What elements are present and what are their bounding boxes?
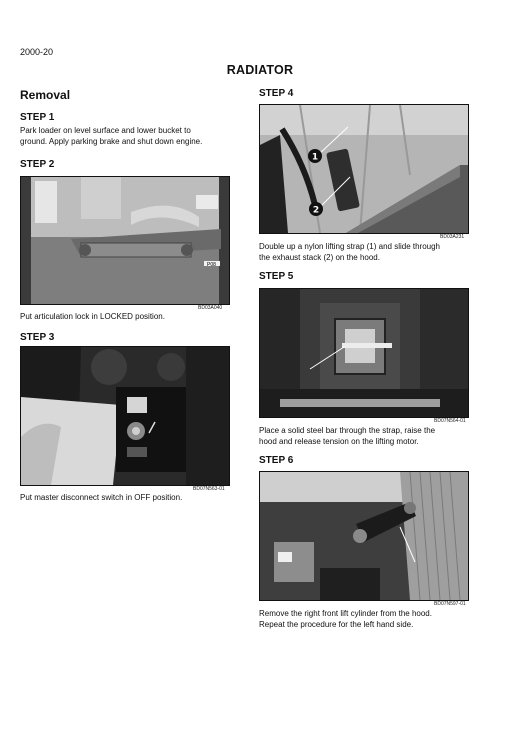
step-6-figure-id: BD07N597-01	[434, 601, 466, 607]
step-2-text	[20, 312, 165, 323]
step-1-text-line: ground. Apply parking brake and shut down engine.	[20, 136, 203, 146]
step-5-text-line: Place a solid steel bar through the strap, raise the	[259, 426, 436, 435]
step-6-photo	[259, 471, 469, 601]
step-4-text-line: the exhaust stack (2) on the hood.	[259, 252, 380, 262]
step-4-figure-id: BD03A231	[440, 234, 465, 240]
step-3-text-line: Put master disconnect switch in OFF position.	[20, 493, 183, 502]
callout-1: 1	[311, 152, 319, 163]
step-2-photo	[20, 176, 230, 305]
step-4-text-line: Double up a nylon lifting strap (1) and slide through	[259, 242, 440, 251]
step-3-heading: STEP 3	[20, 332, 55, 343]
step-6-text	[259, 609, 432, 630]
step-5-figure-id: BD07N564-01	[434, 418, 466, 424]
step-3-text	[20, 493, 182, 504]
step-5-text	[259, 426, 435, 447]
page-number: 2000-20	[20, 47, 54, 57]
step-5-heading: STEP 5	[259, 271, 294, 282]
step-3-figure-id: BD07N563-01	[193, 486, 225, 492]
step-4-photo	[259, 104, 469, 234]
step-6-heading: STEP 6	[259, 455, 294, 466]
step-1-heading: STEP 1	[20, 112, 55, 123]
step-1-text	[20, 126, 202, 147]
step-4-text	[259, 242, 440, 263]
step-1-text-line: Park loader on level surface and lower bucket to	[20, 126, 191, 135]
page-title: RADIATOR	[226, 63, 294, 77]
photo-label: P08	[207, 262, 216, 268]
step-2-heading: STEP 2	[20, 159, 55, 170]
step-5-text-line: hood and release tension on the lifting motor.	[259, 436, 419, 446]
callout-2: 2	[312, 205, 320, 216]
step-6-text-line: Remove the right front lift cylinder from the hood.	[259, 609, 432, 618]
step-3-photo	[20, 346, 230, 486]
step-2-text-line: Put articulation lock in LOCKED position.	[20, 312, 165, 321]
section-heading: Removal	[20, 88, 71, 102]
step-6-text-line: Repeat the procedure for the left hand side.	[259, 619, 414, 629]
step-5-photo	[259, 288, 469, 418]
step-4-heading: STEP 4	[259, 88, 294, 99]
step-2-figure-id: BD03A040	[198, 305, 223, 311]
